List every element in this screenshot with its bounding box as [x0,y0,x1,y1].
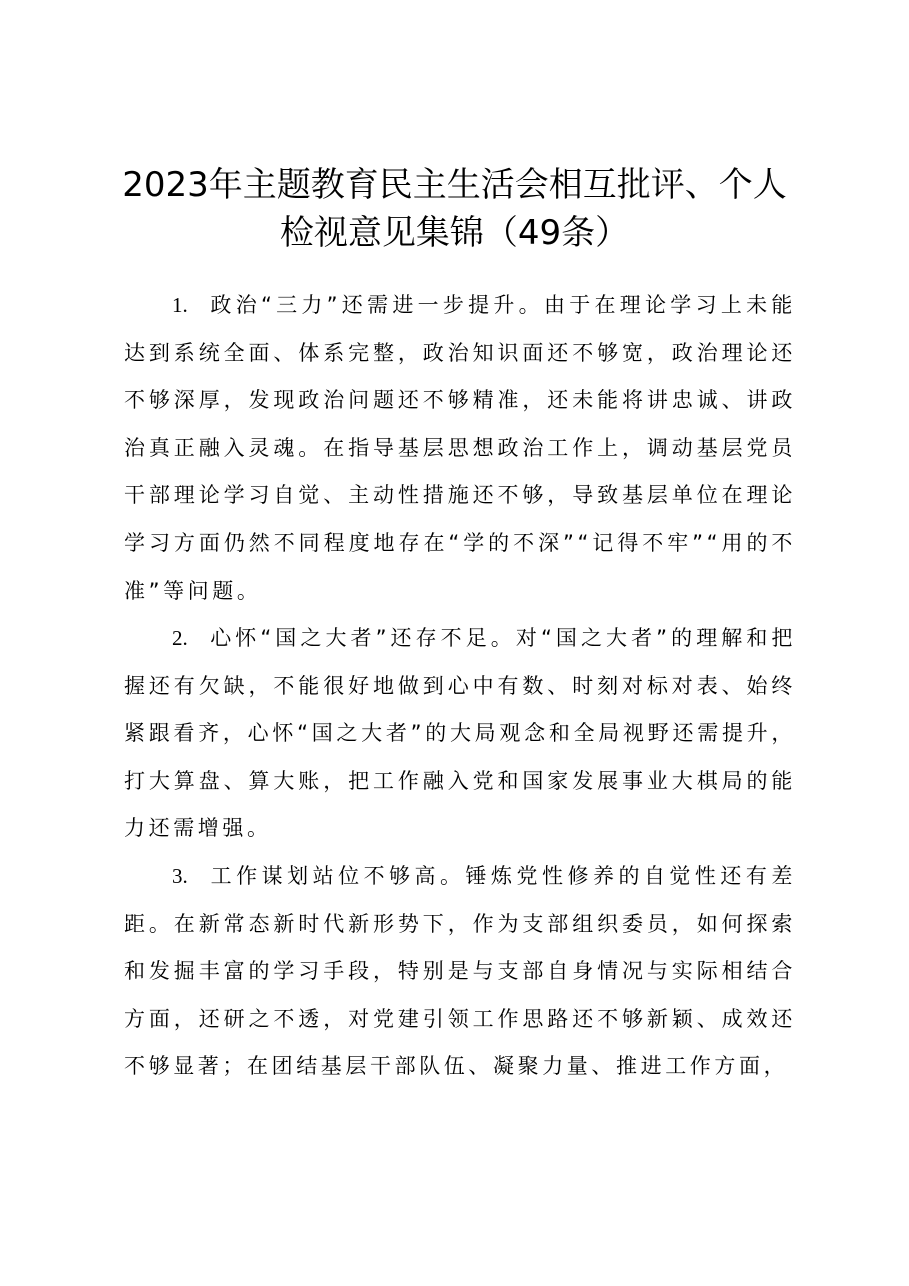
item-text: 政治“三力”还需进一步提升。由于在理论学习上未能达到系统全面、体系完整，政治知识面还不够宽，政治理论还不够深厚，发现政治问题还不够精准，还未能将讲忠诚、讲政治真正融入灵魂。在指导基层思想政治工作上，调动基层党员干部理论学习自觉、主动性措施还不够，导致基层单位在理论学习方面仍然不同程度地存在“学的不深”“记得不牢”“用的不准”等问题。 [124,293,796,603]
item-number: 2. [172,626,188,650]
item-paragraph-1 [124,282,796,615]
item-paragraph-3 [124,853,796,1091]
item-paragraph-2 [124,615,796,853]
item-text: 工作谋划站位不够高。锤炼党性修养的自觉性还有差距。在新常态新时代新形势下，作为支部组织委员，如何探索和发掘丰富的学习手段，特别是与支部自身情况与实际相结合方面，还研之不透，对党建引领工作思路还不够新颖、成效还不够显著；在团结基层干部队伍、凝聚力量、推进工作方面， [124,864,796,1079]
item-number: 1. [172,293,188,317]
item-number: 3. [172,864,188,888]
document-title-line-2: 检视意见集锦（49条） [279,213,630,253]
item-text: 心怀“国之大者”还存不足。对“国之大者”的理解和把握还有欠缺，不能很好地做到心中有数、时刻对标对表、始终紧跟看齐，心怀“国之大者”的大局观念和全局视野还需提升，打大算盘、算大账，把工作融入党和国家发展事业大棋局的能力还需增强。 [124,626,796,841]
document-title-line-1: 2023年主题教育民主生活会相互批评、个人 [122,165,787,205]
